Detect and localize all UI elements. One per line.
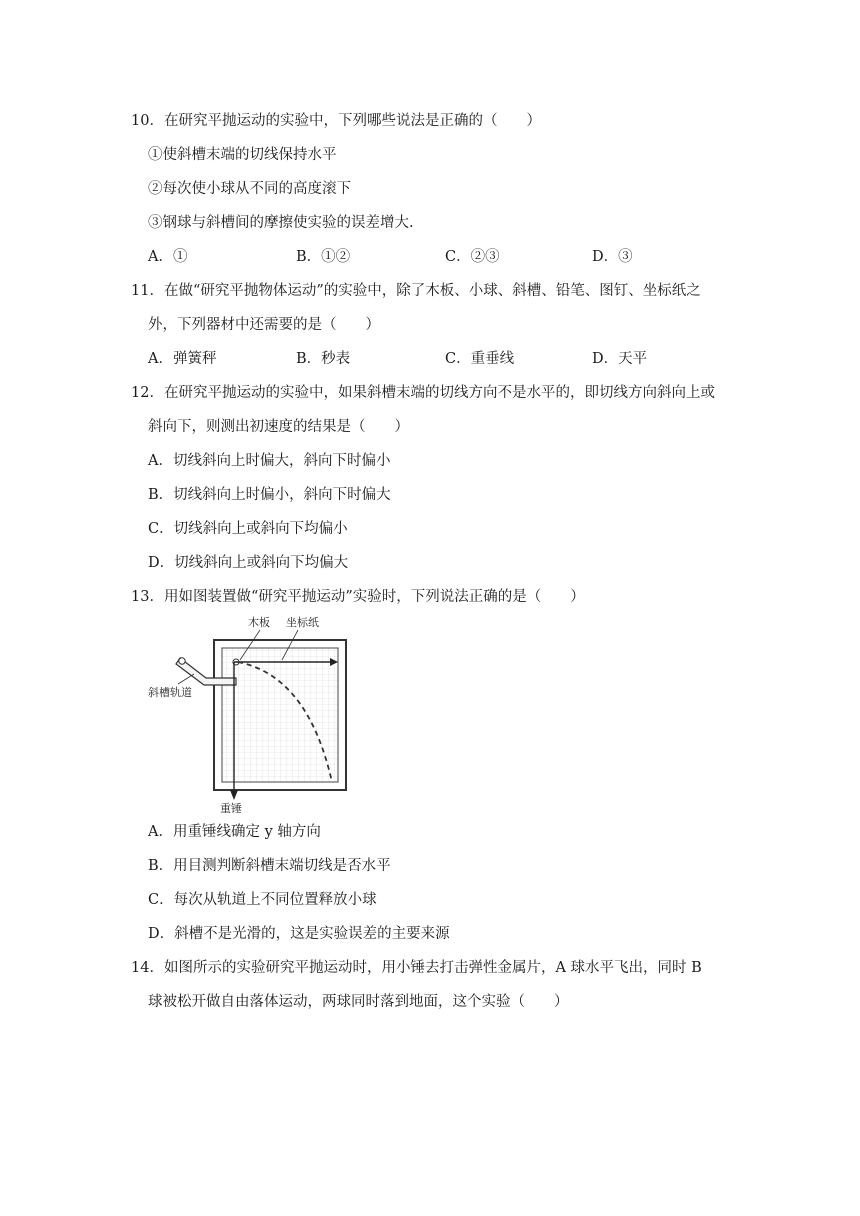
question-13-option-a: A．用重锤线确定 y 轴方向 (148, 824, 321, 840)
label-board: 木板 (248, 616, 270, 629)
question-11-stem-line-1: 11．在做“研究平抛物体运动”的实验中，除了木板、小球、斜槽、铅笔、图钉、坐标纸之 (131, 283, 701, 299)
question-10-option-a: A．① (148, 249, 188, 265)
question-11-stem-line-2: 外，下列器材中还需要的是（ ） (148, 317, 380, 333)
question-13-option-b: B．用目测判断斜槽末端切线是否水平 (148, 858, 391, 874)
ball-start-icon (179, 658, 185, 664)
question-14-stem-line-2: 球被松开做自由落体运动，两球同时落到地面，这个实验（ ） (148, 994, 569, 1010)
question-11-option-b: B．秒表 (296, 351, 351, 367)
question-10-option-b: B．①② (296, 249, 351, 265)
question-11-options (148, 349, 748, 369)
plumb-bob-icon (230, 790, 238, 800)
question-12-option-d: D．切线斜向上或斜向下均偏大 (148, 555, 349, 571)
question-13-option-c: C．每次从轨道上不同位置释放小球 (148, 892, 377, 908)
question-12-stem-line-2: 斜向下，则测出初速度的结果是（ ） (148, 419, 409, 435)
label-track: 斜槽轨道 (148, 686, 192, 699)
question-10-option-c: C．②③ (445, 249, 500, 265)
question-13-stem: 13．用如图装置做“研究平抛运动”实验时，下列说法正确的是（ ） (131, 589, 585, 605)
question-11-option-d: D．天平 (592, 351, 648, 367)
question-11-option-c: C．重垂线 (445, 351, 515, 367)
question-12-option-a: A．切线斜向上时偏大，斜向下时偏小 (148, 453, 391, 469)
question-12-stem-line-1: 12．在研究平抛运动的实验中，如果斜槽末端的切线方向不是水平的，即切线方向斜向上或 (131, 385, 715, 401)
question-10-statement-1: ①使斜槽末端的切线保持水平 (148, 147, 337, 163)
question-10-options (148, 247, 748, 267)
coordinate-paper (222, 648, 338, 782)
label-paper: 坐标纸 (286, 616, 319, 629)
question-14-stem-line-1: 14．如图所示的实验研究平抛运动时，用小锤去打击弹性金属片，A 球水平飞出，同时 B (131, 960, 702, 976)
question-10-statement-2: ②每次使小球从不同的高度滚下 (148, 181, 351, 197)
question-11-option-a: A．弹簧秤 (148, 351, 217, 367)
question-12-option-b: B．切线斜向上时偏小，斜向下时偏大 (148, 487, 391, 503)
track-leader-line (178, 674, 194, 684)
label-plumb: 重锤 (220, 802, 242, 814)
projectile-apparatus-diagram (148, 614, 358, 814)
question-13-option-d: D．斜槽不是光滑的，这是实验误差的主要来源 (148, 926, 450, 942)
question-10-option-d: D．③ (592, 249, 633, 265)
question-10-stem: 10．在研究平抛运动的实验中，下列哪些说法是正确的（ ） (131, 113, 541, 129)
question-10-statement-3: ③钢球与斜槽间的摩擦使实验的误差增大. (148, 215, 414, 231)
question-12-option-c: C．切线斜向上或斜向下均偏小 (148, 521, 348, 537)
